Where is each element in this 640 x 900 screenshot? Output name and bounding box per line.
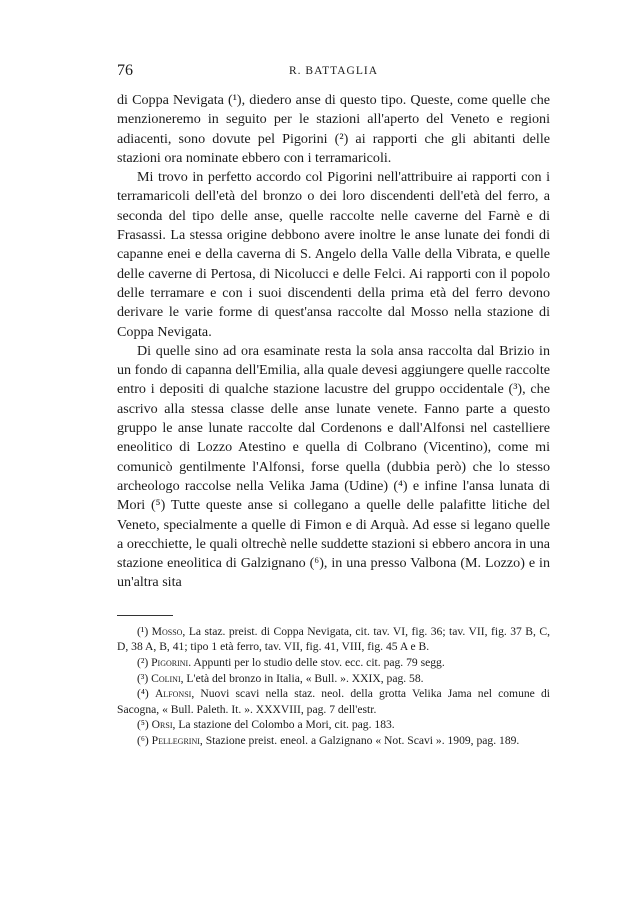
footnote [117,624,550,655]
body-text [117,91,550,593]
footnote [117,655,550,671]
footnote [117,671,550,687]
page [117,62,550,748]
footnote-text: La stazione del Colombo a Mori, cit. pag. 183. [178,718,395,732]
footnote-author: Orsi, [151,718,176,732]
footnote-author: Colini, [151,671,184,685]
footnote [117,686,550,717]
footnote-marker: (⁴) [137,687,149,701]
footnote-divider [117,615,173,616]
footnote-author: Mosso, [151,624,186,638]
footnote [117,717,550,733]
footnote-text: La staz. preist. di Coppa Nevigata, cit. tav. VI, fig. 36; tav. VII, fig. 37 B, C, D, 38 A, B, 41; tipo 1 età ferro, tav. VII, fig. 41, VIII, fig. 45 A e B. [117,624,551,654]
paragraph: Di quelle sino ad ora esaminate resta la sola ansa raccolta dal Brizio in un fondo di capanna dell'Emilia, alla quale devesi aggiungere quelle raccolte entro i depositi di qualche stazione lacustre del gruppo occidentale (³), che ascrivo alla stessa classe delle anse lunate venete. Fanno parte a questo gruppo le anse lunate raccolte dal Cordenons e dall'Alfonsi nel castelliere eneolitico di Lozzo Atestino e quella di Colbrano (Vicentino), come mi comunicò gentilmente l'Alfonsi, forse quella (dubbia però) che lo stesso archeologo raccolse nella Velika Jama (Udine) (⁴) e infine l'ansa lunata di Mori (⁵) Tutte queste anse si collegano a quelle delle palafitte litiche del Veneto, specialmente a quelle di Fimon e di Arquà. Ad esse si legano quelle a orecchiette, le quali oltrechè nelle suddette stazioni si ebbero ancora in una stazione eneolitica di Galzignano (⁶), in una presso Valbona (M. Lozzo) e in un'altra sita [117,342,550,591]
running-head: R. BATTAGLIA [288,65,379,77]
page-header [117,62,550,86]
paragraph: di Coppa Nevigata (¹), diedero anse di questo tipo. Queste, come quelle che menzioneremo in seguito per le stazioni all'aperto del Veneto e regioni adiacenti, sono dovute pel Pigorini (²) ai rapporti che gli abitanti delle stazioni ora nominate ebbero con i terramaricoli. [117,92,550,166]
footnote-author: Pigorini. [151,655,192,669]
footnote-text: Stazione preist. eneol. a Galzignano « Not. Scavi ». 1909, pag. 189. [205,733,520,747]
footnote-marker: (¹) [137,624,149,638]
paragraph: Mi trovo in perfetto accordo col Pigorini nell'attribuire ai rapporti con i terramaricoli dell'età del bronzo o dei loro discendenti dell'età del ferro, a seconda del tipo delle anse, quelle raccolte nelle caverne del Farnè e di Frasassi. La stessa origine debbono avere inoltre le anse lunate dei fondi di capanne enei e della caverna di S. Angelo della Valle della Vibrata, e quelle delle caverne di Pertosa, di Nicolucci e delle Felci. Ai rapporti con il popolo delle terramare e con i suoi discendenti della prima età del ferro devono derivare le varie forme di quest'ansa raccolte dal Mosso nella stazione di Coppa Nevigata. [117,169,550,340]
page-number: 76 [117,62,133,79]
footnote-marker: (⁶) [137,733,149,747]
footnote [117,733,550,749]
footnote-text: Appunti per lo studio delle stov. ecc. cit. pag. 79 segg. [193,655,445,669]
footnote-marker: (²) [137,655,149,669]
footnote-author: Alfonsi, [154,687,195,701]
footnote-text: Nuovi scavi nella staz. neol. della grotta Velika Jama nel comune di Sacogna, « Bull. Paleth. It. ». XXXVIII, pag. 7 dell'estr. [117,687,550,716]
footnote-marker: (⁵) [137,718,149,732]
footnote-text: L'età del bronzo in Italia, « Bull. ». XXIX, pag. 58. [186,671,424,685]
footnotes [117,624,550,749]
footnote-author: Pellegrini, [151,733,203,747]
footnote-marker: (³) [137,671,149,685]
